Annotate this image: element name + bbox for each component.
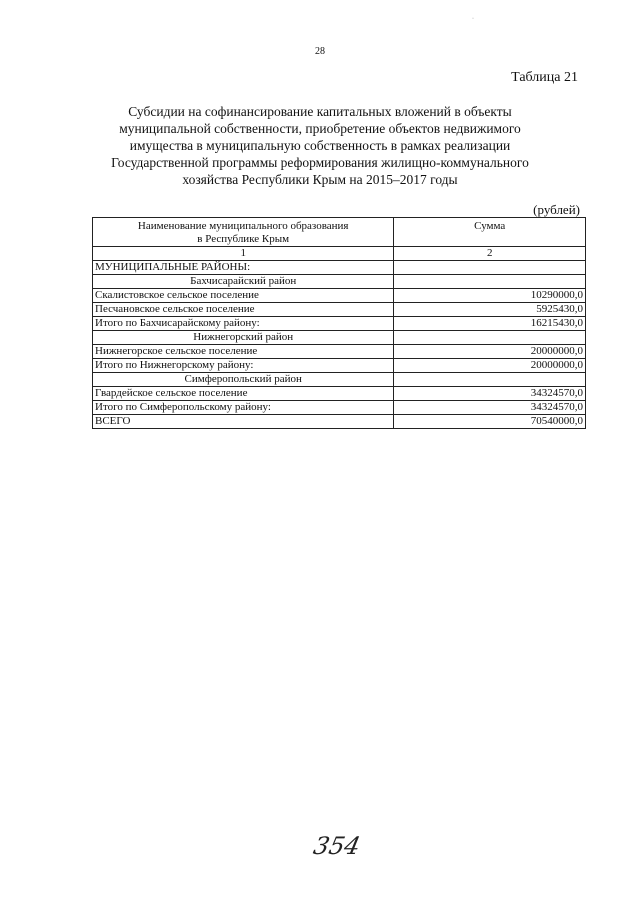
district-name: Нижнегорский район xyxy=(93,331,394,345)
table-row xyxy=(93,303,586,317)
settlement-amount: 5925430,0 xyxy=(394,303,586,317)
table-row xyxy=(93,345,586,359)
settlement-name: Гвардейское сельское поселение xyxy=(93,387,394,401)
section-row xyxy=(93,261,586,275)
col-number-1: 1 xyxy=(93,247,394,261)
table-row xyxy=(93,289,586,303)
units-label: (рублей) xyxy=(533,202,580,217)
settlement-name: Скалистовское сельское поселение xyxy=(93,289,394,303)
empty-cell xyxy=(394,275,586,289)
district-total-row xyxy=(93,401,586,415)
district-heading-row xyxy=(93,331,586,345)
table-label: Таблица 21 xyxy=(511,70,578,85)
col-number-2: 2 xyxy=(394,247,586,261)
page-number: 28 xyxy=(315,46,325,57)
empty-cell xyxy=(394,373,586,387)
district-total-label: Итого по Симферопольскому району: xyxy=(93,401,394,415)
section-label: МУНИЦИПАЛЬНЫЕ РАЙОНЫ: xyxy=(93,261,394,275)
empty-cell xyxy=(394,331,586,345)
grand-total-amount: 70540000,0 xyxy=(394,415,586,429)
district-name: Бахчисарайский район xyxy=(93,275,394,289)
settlement-amount: 10290000,0 xyxy=(394,289,586,303)
corner-mark: · xyxy=(472,16,474,22)
subsidies-table xyxy=(92,217,586,429)
district-total-label: Итого по Бахчисарайскому району: xyxy=(93,317,394,331)
settlement-amount: 20000000,0 xyxy=(394,345,586,359)
grand-total-row xyxy=(93,415,586,429)
district-total-row xyxy=(93,359,586,373)
district-total-amount: 16215430,0 xyxy=(394,317,586,331)
document-title: Субсидии на софинансирование капитальных вложений в объекты муниципальной собственности, приобретение объектов недвижимого имущества в муниципальную собственность в рамках реализации Государственной программы реформирования жилищно-коммунального хозяйства Республики Крым на 2015–2017 годы xyxy=(111,104,529,187)
grand-total-label: ВСЕГО xyxy=(93,415,394,429)
district-total-label: Итого по Нижнегорскому району: xyxy=(93,359,394,373)
settlement-name: Песчановское сельское поселение xyxy=(93,303,394,317)
district-heading-row xyxy=(93,275,586,289)
column-number-row xyxy=(93,247,586,261)
table-row xyxy=(93,387,586,401)
district-total-amount: 20000000,0 xyxy=(394,359,586,373)
district-heading-row xyxy=(93,373,586,387)
district-total-amount: 34324570,0 xyxy=(394,401,586,415)
district-total-row xyxy=(93,317,586,331)
header-name: Наименование муниципального образования в Республике Крым xyxy=(93,218,394,247)
district-name: Симферопольский район xyxy=(93,373,394,387)
settlement-amount: 34324570,0 xyxy=(394,387,586,401)
header-amount: Сумма xyxy=(394,218,586,247)
settlement-name: Нижнегорское сельское поселение xyxy=(93,345,394,359)
empty-cell xyxy=(394,261,586,275)
table-header-row xyxy=(93,218,586,247)
handwritten-page-number: 354 xyxy=(311,832,363,860)
